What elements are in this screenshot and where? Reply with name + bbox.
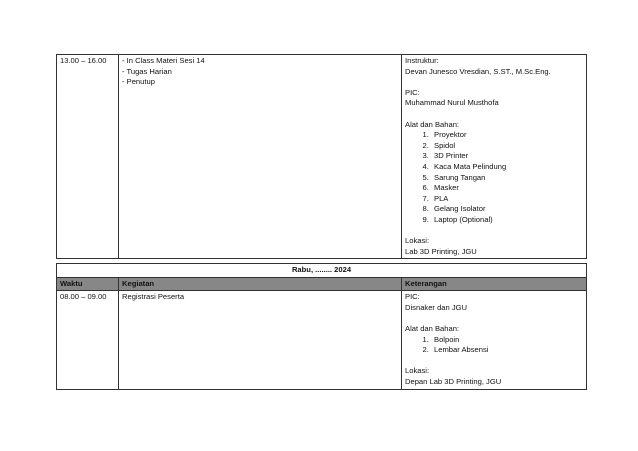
header-time: Waktu	[57, 277, 119, 291]
tools-label: Alat dan Bahan:	[405, 323, 460, 333]
table-row	[57, 291, 587, 389]
activity-item: Registrasi Peserta	[122, 292, 185, 302]
schedule-table-day	[56, 263, 587, 390]
tool-item: 9. Laptop (Optional)	[431, 215, 583, 226]
note-cell	[402, 291, 587, 389]
header-row	[57, 277, 587, 291]
tool-item: 6. Masker	[431, 183, 583, 194]
tool-item: 2. Lembar Absensi	[431, 345, 583, 356]
tool-item: 7. PLA	[431, 194, 583, 205]
time-text: 13.00 – 16.00	[60, 56, 107, 65]
schedule-table-previous	[56, 54, 587, 259]
activity-cell	[119, 55, 402, 259]
tool-item: 1. Bolpoin	[431, 335, 583, 346]
location-text: Lab 3D Printing, JGU	[405, 246, 477, 256]
tool-item: 4. Kaca Mata Pelindung	[431, 162, 583, 173]
time-cell	[57, 55, 119, 259]
tools-list	[405, 335, 583, 356]
pic-name: Muhammad Nurul Musthofa	[405, 98, 499, 108]
activity-item: - Tugas Harian	[122, 66, 172, 76]
location-label: Lokasi:	[405, 366, 430, 376]
day-title-row	[57, 264, 587, 278]
location-label: Lokasi:	[405, 236, 430, 246]
pic-label: PIC:	[405, 87, 420, 97]
activity-item: - In Class Materi Sesi 14	[122, 56, 205, 65]
pic-label: PIC:	[405, 292, 420, 302]
tool-item: 3. 3D Printer	[431, 151, 583, 162]
tools-label: Alat dan Bahan:	[405, 119, 460, 129]
tools-list	[405, 130, 583, 225]
instructor-label: Instruktur:	[405, 56, 439, 65]
tool-item: 5. Sarung Tangan	[431, 173, 583, 184]
header-note: Keterangan	[402, 277, 587, 291]
tool-item: 1. Proyektor	[431, 130, 583, 141]
activity-item: - Penutup	[122, 77, 155, 87]
day-title: Rabu, ........ 2024	[57, 264, 587, 278]
header-activity: Kegiatan	[119, 277, 402, 291]
activity-cell	[119, 291, 402, 389]
note-cell	[402, 55, 587, 259]
tool-item: 8. Gelang Isolator	[431, 204, 583, 215]
tool-item: 2. Spidol	[431, 141, 583, 152]
time-cell	[57, 291, 119, 389]
pic-name: Disnaker dan JGU	[405, 302, 468, 312]
table-row	[57, 55, 587, 259]
time-text: 08.00 – 09.00	[60, 292, 107, 302]
instructor-name: Devan Junesco Vresdian, S.ST., M.Sc.Eng.	[405, 66, 551, 76]
location-text: Depan Lab 3D Printing, JGU	[405, 376, 502, 386]
